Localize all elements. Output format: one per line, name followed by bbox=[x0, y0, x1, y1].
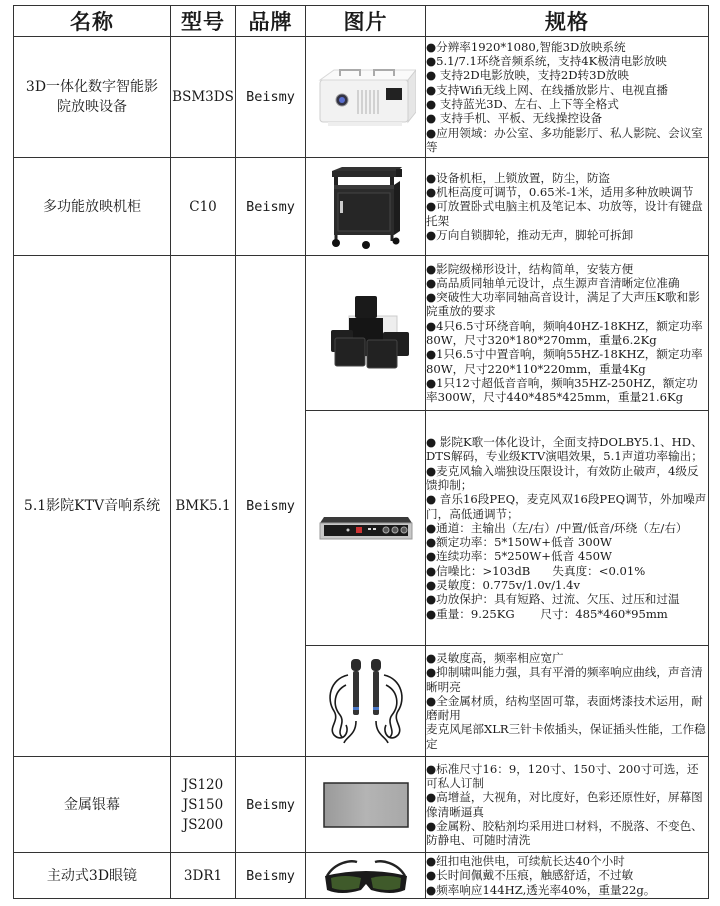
spec-line: ●重量：9.25KG 尺寸：485*460*95mm bbox=[426, 606, 668, 621]
projector-image bbox=[316, 62, 416, 132]
product-specs bbox=[426, 646, 709, 757]
spec-line: ●全金属材质，结构坚固可靠，表面烤漆技术运用，耐磨耐用 bbox=[426, 693, 703, 723]
spec-line: ●频率响应144HZ,透光率40%，重量22g。 bbox=[426, 882, 656, 897]
product-image-cell bbox=[306, 256, 426, 411]
product-specs bbox=[426, 256, 709, 411]
product-name: 主动式3D眼镜 bbox=[14, 853, 171, 899]
product-model: 3DR1 bbox=[171, 853, 236, 899]
microphones-image bbox=[324, 655, 408, 747]
product-image-cell bbox=[306, 853, 426, 899]
spec-line: ●抑制啸叫能力强，具有平滑的频率响应曲线，声音清晰明亮 bbox=[426, 665, 703, 694]
product-brand: Beismy bbox=[236, 158, 306, 256]
spec-line: ●设备机柜，上锁放置，防尘，防盗 bbox=[426, 170, 611, 185]
spec-line: ●影院级梯形设计，结构简单，安装方便 bbox=[426, 261, 634, 276]
spec-line: ● 音乐16段PEQ，麦克风双16段PEQ调节，外加噪声门，高低通调节； bbox=[426, 492, 707, 521]
product-image-cell bbox=[306, 158, 426, 256]
product-spec-table bbox=[13, 5, 709, 899]
product-name: 多功能放映机柜 bbox=[14, 158, 171, 256]
product-model: BMK5.1 bbox=[171, 256, 236, 757]
product-model: C10 bbox=[171, 158, 236, 256]
product-image-cell bbox=[306, 757, 426, 853]
product-model: BSM3DS bbox=[171, 37, 236, 158]
spec-line: ●额定功率：5*150W+低音 300W bbox=[426, 535, 612, 550]
spec-line: ●高增益，大视角，对比度好，色彩还原性好，屏幕图像清晰逼真 bbox=[426, 790, 703, 819]
cabinet-image bbox=[326, 165, 406, 249]
spec-line: ●5.1/7.1环绕音频系统，支持4K极清电影放映 bbox=[426, 54, 667, 69]
spec-line: ●可放置卧式电脑主机及笔记本、功放等，设计有键盘托架 bbox=[426, 199, 703, 228]
spec-line: ●机柜高度可调节，0.65米-1米，适用多种放映调节 bbox=[426, 185, 694, 200]
product-specs bbox=[426, 158, 709, 256]
product-image-cell bbox=[306, 411, 426, 646]
product-model bbox=[171, 757, 236, 853]
spec-line: ● 支持蓝光3D、左右、上下等全格式 bbox=[426, 97, 619, 111]
product-brand: Beismy bbox=[236, 256, 306, 757]
model-line: JS120 bbox=[182, 776, 224, 793]
spec-line: 麦克风尾部XLR三针卡侬插头，保证插头性能，工作稳定 bbox=[426, 722, 706, 751]
spec-line: ●纽扣电池供电，可续航长达40个小时 bbox=[426, 854, 625, 869]
header-specs: 规格 bbox=[426, 6, 709, 37]
product-specs bbox=[426, 411, 709, 646]
product-brand: Beismy bbox=[236, 757, 306, 853]
spec-line: ●麦克风输入端独设压限设计，有效防止破声，4级反馈抑制； bbox=[426, 463, 699, 492]
spec-line: ●长时间佩戴不压痕，触感舒适，不过敏 bbox=[426, 868, 634, 883]
spec-line: ●高品质同轴单元设计，点生源声音清晰定位准确 bbox=[426, 275, 680, 290]
spec-line: ●突破性大功率同轴高音设计，满足了大声压K歌和影院重放的要求 bbox=[426, 290, 700, 319]
spec-line: ●分辨率1920*1080,智能3D放映系统 bbox=[426, 39, 626, 54]
3d-glasses-image bbox=[321, 856, 411, 896]
spec-line: ●连续功率：5*250W+低音 450W bbox=[426, 549, 612, 564]
speakers-image bbox=[321, 294, 411, 372]
product-image-cell bbox=[306, 37, 426, 158]
table-row bbox=[14, 158, 709, 256]
model-line: JS150 bbox=[182, 796, 224, 813]
table-row bbox=[14, 256, 709, 411]
screen-image bbox=[323, 782, 409, 828]
spec-line: ●4只6.5寸环绕音响，频响40HZ-18KHZ，额定功率80W，尺寸320*180*270mm，重量6.2Kg bbox=[426, 318, 703, 347]
spec-line: ●灵敏度：0.775v/1.0v/1.4v bbox=[426, 578, 581, 593]
spec-line: ●功放保护：具有短路、过流、欠压、过压和过温 bbox=[426, 592, 680, 607]
spec-line: ●金属粉、胶粘剂均采用进口材料，不脱落、不变色、防静电、可随时清洗 bbox=[426, 818, 703, 848]
header-image: 图片 bbox=[306, 6, 426, 37]
product-brand: Beismy bbox=[236, 37, 306, 158]
product-specs bbox=[426, 853, 709, 899]
spec-line: ●1只12寸超低音音响，频响35HZ-250HZ，额定功率300W，尺寸440*485*425mm，重量21.6Kg bbox=[426, 375, 698, 405]
table-row bbox=[14, 853, 709, 899]
spec-line: ●应用领域：办公室、多功能影厅、私人影院、会议室等 bbox=[426, 125, 703, 154]
product-specs bbox=[426, 757, 709, 853]
spec-line: ● 支持2D电影放映，支持2D转3D放映 bbox=[426, 68, 629, 83]
product-name: 金属银幕 bbox=[14, 757, 171, 853]
spec-line: ●通道：主输出（左/右）/中置/低音/环绕（左/右） bbox=[426, 520, 688, 535]
product-image-cell bbox=[306, 646, 426, 757]
product-brand: Beismy bbox=[236, 853, 306, 899]
spec-line: ●1只6.5寸中置音响，频响55HZ-18KHZ，额定功率80W，尺寸220*110*220mm，重量4Kg bbox=[426, 347, 703, 376]
table-row bbox=[14, 757, 709, 853]
spec-line: ●万向自锁脚轮，推动无声，脚轮可拆卸 bbox=[426, 227, 634, 242]
product-specs bbox=[426, 37, 709, 158]
header-row bbox=[14, 6, 709, 37]
spec-line: ●信噪比：>103dB 失真度：<0.01% bbox=[426, 563, 646, 578]
spec-line: ● 支持手机、平板、无线操控设备 bbox=[426, 111, 603, 126]
header-name: 名称 bbox=[14, 6, 171, 37]
spec-line: ● 影院K歌一体化设计，全面支持DOLBY5.1、HD、DTS解码，专业级KTV演唱效果，5.1声道功率输出； bbox=[426, 435, 703, 464]
table-row bbox=[14, 37, 709, 158]
product-name: 3D一体化数字智能影院放映设备 bbox=[14, 37, 171, 158]
amplifier-image bbox=[318, 513, 414, 543]
spec-line: ●标准尺寸16：9，120寸、150寸、200寸可选，还可私人订制 bbox=[426, 761, 699, 790]
spec-line: ●灵敏度高，频率相应宽广 bbox=[426, 650, 564, 665]
product-name: 5.1影院KTV音响系统 bbox=[14, 256, 171, 757]
model-line: JS200 bbox=[182, 816, 224, 833]
header-model: 型号 bbox=[171, 6, 236, 37]
header-brand: 品牌 bbox=[236, 6, 306, 37]
spec-line: ●支持Wifi无线上网、在线播放影片、电视直播 bbox=[426, 82, 668, 97]
